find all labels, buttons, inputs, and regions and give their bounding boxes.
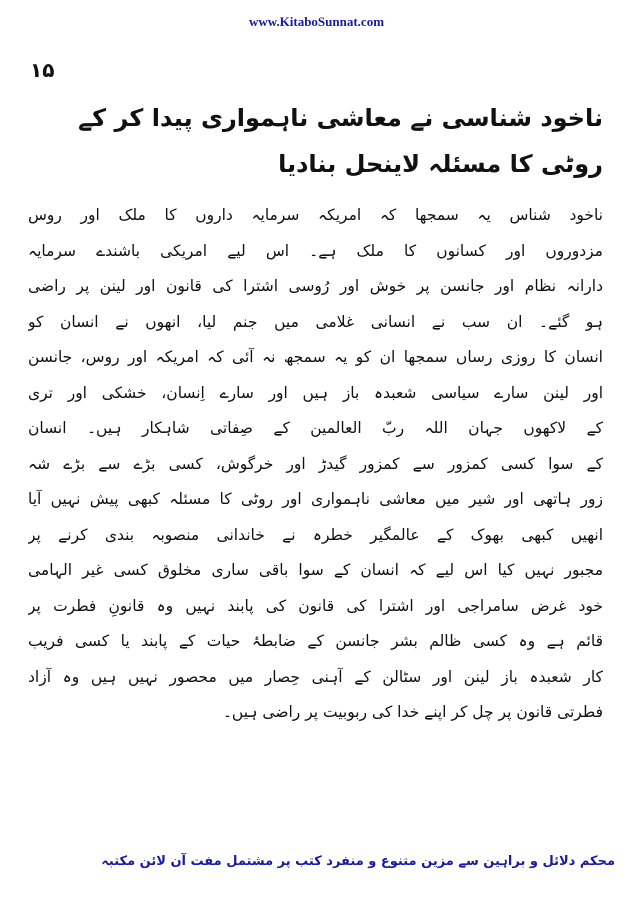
site-url: www.KitaboSunnat.com bbox=[248, 14, 385, 29]
body-line: ہو گئے۔ ان سب نے انسانی غلامی میں جنم لیا، انھوں نے انسان کو bbox=[28, 312, 603, 331]
page-number: ۱۵ bbox=[30, 58, 55, 82]
body-line: کے لاکھوں جہان اللہ ربّ العالمین کے صِفاتی شاہکار ہیں۔ انسان bbox=[28, 419, 603, 437]
footer-text: محکم دلائل و براہین سے مزین متنوع و منفرد کتب پر مشتمل مفت آن لائن مکتبہ bbox=[101, 854, 615, 869]
body-line: زور ہاتھی اور شیر میں معاشی ناہمواری اور روٹی کا مسئلہ کبھی پیش نہیں آیا bbox=[28, 490, 603, 508]
body-line: مجبور نہیں کیا اس لیے کہ انسان کے سوا باقی ساری مخلوق کسی غیر الہامی bbox=[28, 561, 603, 579]
body-line: مزدوروں اور کسانوں کا ملک ہے۔ اس لیے امریکی باشندے سرمایہ bbox=[28, 241, 603, 260]
body-line: ناخود شناس یہ سمجھا کہ امریکہ سرمایہ داروں کا ملک اور روس bbox=[28, 206, 603, 224]
body-line: قائم ہے وہ کسی ظالم بشر جانسن کے ضابطۂ حیات کے پابند یا کسی فریب bbox=[28, 632, 603, 650]
body-line: دارانہ نظام اور جانسن پر خوش اور رُوسی اشترا کی قانون اور لینن پر راضی bbox=[28, 277, 603, 295]
body-line: انسان کا روزی رساں سمجھا ان کو یہ سمجھ نہ آئی کہ امریکہ اور روس، جانسن bbox=[28, 348, 603, 366]
body-line: کے سوا کسی کمزور سے کمزور گیدڑ اور خرگوش، کسی بڑے سے بڑے شہ bbox=[28, 454, 603, 473]
body-line: اور لینن سارے سیاسی شعبدہ باز ہیں اور سارے اِنسان، خشکی اور تری bbox=[28, 383, 603, 402]
body-line: انھیں کبھی بھوک کے عالمگیر خطرہ نے خاندانی منصوبہ بندی کرنے پر bbox=[28, 525, 603, 544]
body-line: کار شعبدہ باز لینن اور سٹالن کے آہنی حِصار میں محصور نہیں ہیں وہ آزاد bbox=[28, 667, 603, 686]
body-line: خود غرض سامراجی اور اشترا کی قانون کی پابند نہیں وہ قانونِ فطرت پر bbox=[28, 596, 603, 615]
body-text bbox=[28, 198, 603, 731]
body-line-last: فطرتی قانون پر چل کر اپنے خدا کی ربوبیت پر راضی ہیں۔ bbox=[222, 703, 603, 721]
chapter-title: ناخود شناسی نے معاشی ناہمواری پیدا کر کے روٹی کا مسئلہ لاینحل بنادیا bbox=[78, 104, 603, 178]
